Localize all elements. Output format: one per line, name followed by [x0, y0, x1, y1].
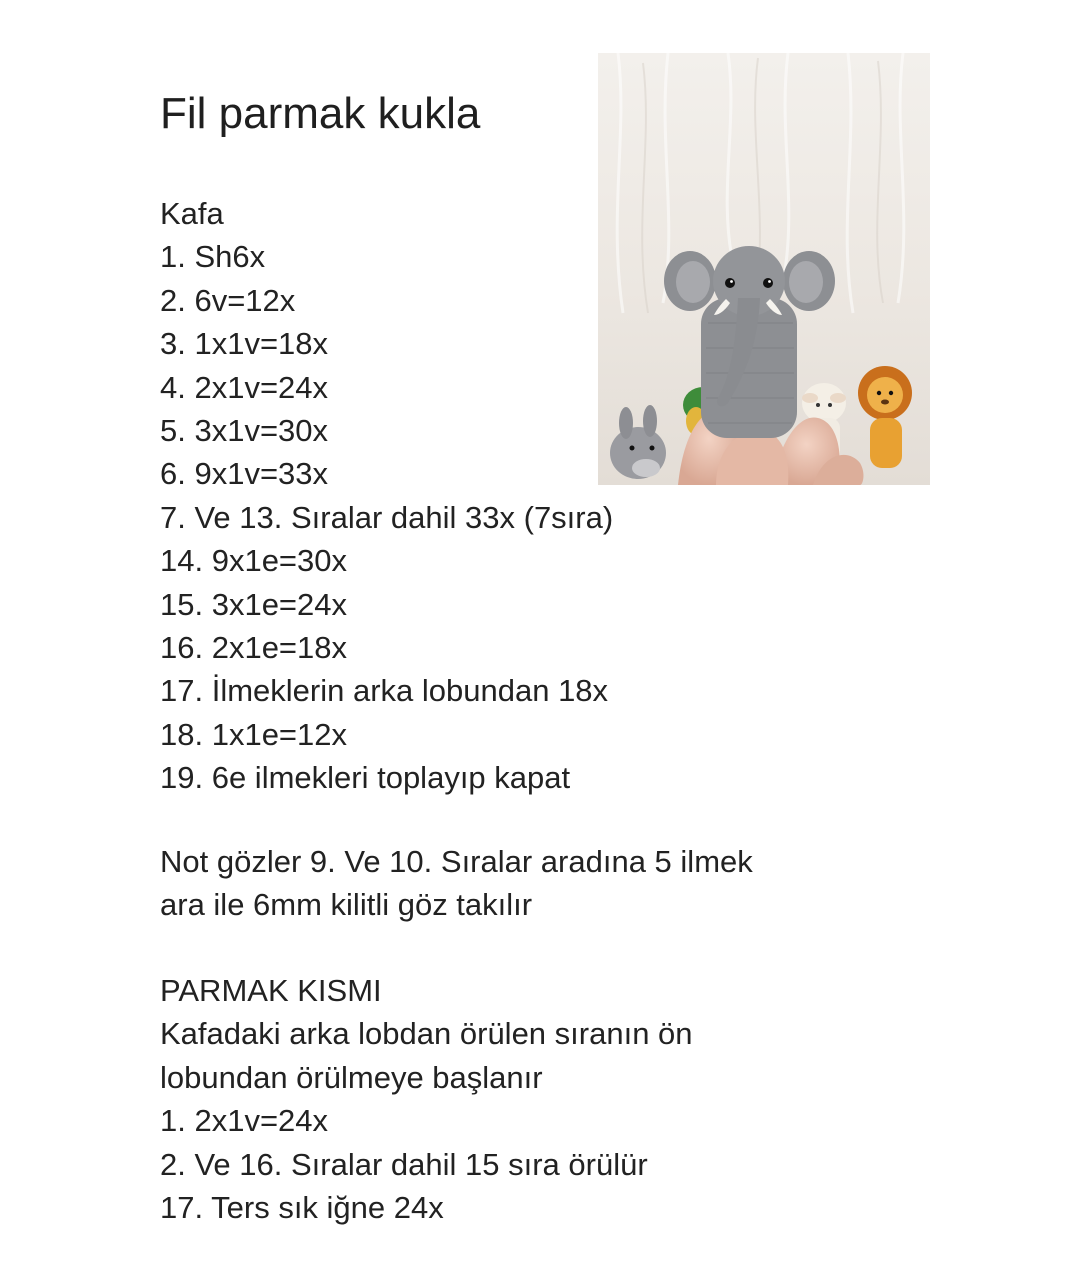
note-line: Not gözler 9. Ve 10. Sıralar aradına 5 ilmek	[160, 844, 753, 879]
section-heading-parmak-kismi: PARMAK KISMI	[160, 973, 382, 1008]
pattern-row: 19. 6e ilmekleri toplayıp kapat	[160, 760, 571, 796]
pattern-row: 17. İlmeklerin arka lobundan 18x	[160, 673, 609, 709]
finger-intro-line: lobundan örülmeye başlanır	[160, 1059, 543, 1095]
elephant-finger-puppet-photo	[598, 53, 930, 485]
pattern-row: 16. 2x1e=18x	[160, 630, 348, 665]
pattern-row: 2. 6v=12x	[160, 282, 296, 318]
pattern-row: 5. 3x1v=30x	[160, 413, 329, 448]
pattern-row: 1. 2x1v=24x	[160, 1103, 329, 1139]
pattern-row: 4. 2x1v=24x	[160, 369, 329, 405]
pattern-row: 18. 1x1e=12x	[160, 716, 348, 752]
pattern-row: 7. Ve 13. Sıralar dahil 33x (7sıra)	[160, 499, 614, 535]
pattern-row: 2. Ve 16. Sıralar dahil 15 sıra örülür	[160, 1146, 648, 1182]
pattern-row: 1. Sh6x	[160, 239, 266, 275]
pattern-row: 3. 1x1v=18x	[160, 326, 329, 362]
page-title: Fil parmak kukla	[160, 89, 481, 138]
pattern-row: 15. 3x1e=24x	[160, 586, 348, 622]
note-line: ara ile 6mm kilitli göz takılır	[160, 887, 533, 923]
section-heading-kafa: Kafa	[160, 196, 224, 231]
pattern-row: 17. Ters sık iğne 24x	[160, 1190, 444, 1225]
finger-intro-line: Kafadaki arka lobdan örülen sıranın ön	[160, 1016, 693, 1052]
pattern-row: 6. 9x1v=33x	[160, 456, 329, 492]
pattern-row: 14. 9x1e=30x	[160, 543, 348, 579]
